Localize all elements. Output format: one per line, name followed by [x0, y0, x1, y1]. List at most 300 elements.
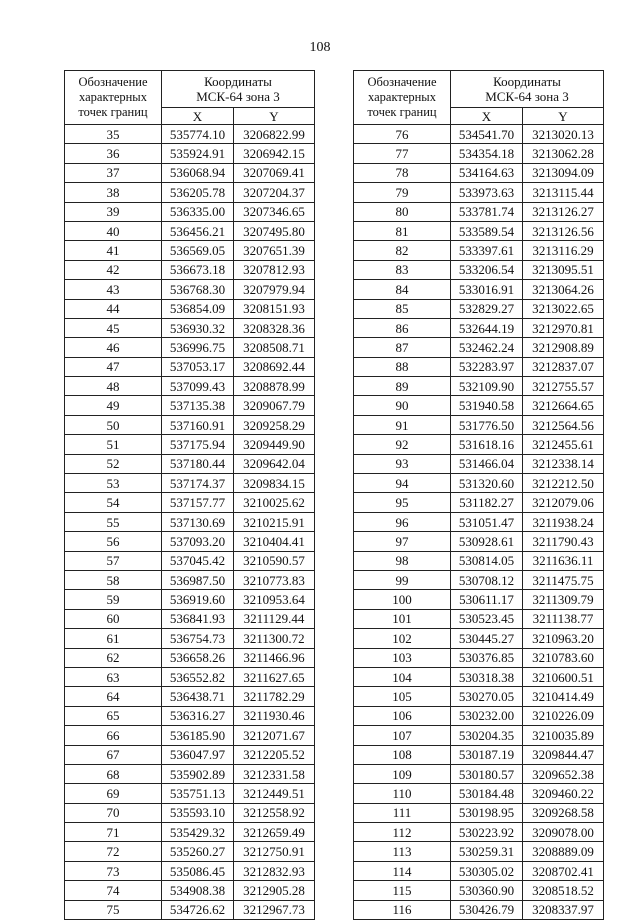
y-coordinate-cell: 3210600.51: [523, 667, 604, 686]
y-coordinate-cell: 3208328.36: [234, 318, 315, 337]
x-coordinate-cell: 530198.95: [451, 803, 523, 822]
y-coordinate-cell: 3208508.71: [234, 338, 315, 357]
point-number-cell: 77: [354, 144, 451, 163]
x-coordinate-cell: 537180.44: [162, 454, 234, 473]
table-row: [65, 648, 315, 667]
x-coordinate-cell: 530426.79: [451, 900, 523, 919]
x-coordinate-cell: 536316.27: [162, 706, 234, 725]
point-number-cell: 63: [65, 667, 162, 686]
table-row: [354, 609, 604, 628]
table-row: [65, 221, 315, 240]
point-number-cell: 84: [354, 280, 451, 299]
x-coordinate-cell: 534726.62: [162, 900, 234, 919]
table-row: [354, 551, 604, 570]
x-coordinate-cell: 533397.61: [451, 241, 523, 260]
table-row: [65, 667, 315, 686]
y-coordinate-cell: 3211627.65: [234, 667, 315, 686]
x-coordinate-cell: 532644.19: [451, 318, 523, 337]
x-coordinate-cell: 533781.74: [451, 202, 523, 221]
table-row: [354, 357, 604, 376]
y-coordinate-cell: 3212205.52: [234, 745, 315, 764]
x-coordinate-cell: 531320.60: [451, 474, 523, 493]
y-coordinate-cell: 3212338.14: [523, 454, 604, 473]
y-coordinate-cell: 3210215.91: [234, 512, 315, 531]
y-coordinate-cell: 3213020.13: [523, 125, 604, 144]
y-coordinate-cell: 3212970.81: [523, 318, 604, 337]
y-coordinate-cell: 3210035.89: [523, 726, 604, 745]
y-coordinate-cell: 3212564.56: [523, 415, 604, 434]
point-number-cell: 42: [65, 260, 162, 279]
y-coordinate-cell: 3212664.65: [523, 396, 604, 415]
table-row: [65, 512, 315, 531]
x-column-header: X: [451, 108, 523, 125]
point-number-cell: 105: [354, 687, 451, 706]
y-coordinate-cell: 3211300.72: [234, 629, 315, 648]
point-number-cell: 75: [65, 900, 162, 919]
table-row: [65, 318, 315, 337]
y-coordinate-cell: 3212967.73: [234, 900, 315, 919]
x-coordinate-cell: 531182.27: [451, 493, 523, 512]
table-row: [354, 512, 604, 531]
point-number-cell: 72: [65, 842, 162, 861]
table-row: [65, 454, 315, 473]
designation-header-line-3: точек границ: [367, 105, 437, 119]
point-number-cell: 109: [354, 764, 451, 783]
y-coordinate-cell: 3210025.62: [234, 493, 315, 512]
table-row: [65, 493, 315, 512]
y-coordinate-cell: 3209067.79: [234, 396, 315, 415]
x-coordinate-cell: 536841.93: [162, 609, 234, 628]
point-number-cell: 83: [354, 260, 451, 279]
point-number-cell: 58: [65, 570, 162, 589]
point-number-cell: 69: [65, 784, 162, 803]
x-coordinate-cell: 535774.10: [162, 125, 234, 144]
y-coordinate-cell: 3207204.37: [234, 183, 315, 202]
table-row: [354, 299, 604, 318]
y-coordinate-cell: 3208518.52: [523, 881, 604, 900]
x-coordinate-cell: 537093.20: [162, 532, 234, 551]
x-column-header: X: [162, 108, 234, 125]
table-row: [65, 338, 315, 357]
y-coordinate-cell: 3212331.58: [234, 764, 315, 783]
page-number: 108: [309, 40, 331, 55]
y-coordinate-cell: 3211930.46: [234, 706, 315, 725]
x-coordinate-cell: 532829.27: [451, 299, 523, 318]
x-coordinate-cell: 534354.18: [451, 144, 523, 163]
y-coordinate-cell: 3212212.50: [523, 474, 604, 493]
table-row: [354, 842, 604, 861]
x-coordinate-cell: 537045.42: [162, 551, 234, 570]
y-coordinate-cell: 3209834.15: [234, 474, 315, 493]
point-number-cell: 56: [65, 532, 162, 551]
y-coordinate-cell: 3209844.47: [523, 745, 604, 764]
y-coordinate-cell: 3209258.29: [234, 415, 315, 434]
point-number-cell: 52: [65, 454, 162, 473]
point-number-cell: 68: [65, 764, 162, 783]
y-coordinate-cell: 3212755.57: [523, 377, 604, 396]
point-number-cell: 82: [354, 241, 451, 260]
y-coordinate-cell: 3213062.28: [523, 144, 604, 163]
point-number-cell: 108: [354, 745, 451, 764]
table-row: [65, 551, 315, 570]
x-coordinate-cell: 534541.70: [451, 125, 523, 144]
x-coordinate-cell: 534164.63: [451, 163, 523, 182]
x-coordinate-cell: 536047.97: [162, 745, 234, 764]
x-coordinate-cell: 530814.05: [451, 551, 523, 570]
coordinates-header-line-2: МСК-64 зона 3: [485, 89, 569, 104]
y-coordinate-cell: 3212449.51: [234, 784, 315, 803]
table-row: [354, 377, 604, 396]
y-coordinate-cell: 3213116.29: [523, 241, 604, 260]
y-coordinate-cell: 3206822.99: [234, 125, 315, 144]
point-number-cell: 106: [354, 706, 451, 725]
point-number-cell: 40: [65, 221, 162, 240]
y-column-header: Y: [523, 108, 604, 125]
table-row: [354, 823, 604, 842]
point-number-cell: 38: [65, 183, 162, 202]
x-coordinate-cell: 533016.91: [451, 280, 523, 299]
y-coordinate-cell: 3211790.43: [523, 532, 604, 551]
table-row: [65, 532, 315, 551]
point-number-cell: 73: [65, 861, 162, 880]
y-coordinate-cell: 3209652.38: [523, 764, 604, 783]
y-coordinate-cell: 3210590.57: [234, 551, 315, 570]
x-coordinate-cell: 537130.69: [162, 512, 234, 531]
y-coordinate-cell: 3208337.97: [523, 900, 604, 919]
coordinates-table-right: [353, 70, 604, 920]
table-row: [65, 299, 315, 318]
table-row: [354, 280, 604, 299]
x-coordinate-cell: 536658.26: [162, 648, 234, 667]
point-number-cell: 111: [354, 803, 451, 822]
point-number-cell: 91: [354, 415, 451, 434]
point-number-cell: 76: [354, 125, 451, 144]
point-number-cell: 36: [65, 144, 162, 163]
point-number-cell: 79: [354, 183, 451, 202]
x-coordinate-cell: 537160.91: [162, 415, 234, 434]
y-coordinate-cell: 3209642.04: [234, 454, 315, 473]
coordinates-header: [162, 71, 315, 108]
table-row: [354, 474, 604, 493]
y-column-header: Y: [234, 108, 315, 125]
point-number-cell: 101: [354, 609, 451, 628]
point-number-cell: 86: [354, 318, 451, 337]
y-coordinate-cell: 3211938.24: [523, 512, 604, 531]
point-number-cell: 35: [65, 125, 162, 144]
y-coordinate-cell: 3212837.07: [523, 357, 604, 376]
table-row: [354, 183, 604, 202]
table-row: [65, 803, 315, 822]
table-row: [354, 202, 604, 221]
point-number-cell: 48: [65, 377, 162, 396]
x-coordinate-cell: 535429.32: [162, 823, 234, 842]
table-row: [65, 163, 315, 182]
y-coordinate-cell: 3207979.94: [234, 280, 315, 299]
point-number-cell: 100: [354, 590, 451, 609]
table-row: [354, 900, 604, 919]
table-row: [354, 861, 604, 880]
point-number-cell: 94: [354, 474, 451, 493]
table-row: [65, 377, 315, 396]
table-row: [354, 745, 604, 764]
y-coordinate-cell: 3213115.44: [523, 183, 604, 202]
y-coordinate-cell: 3212659.49: [234, 823, 315, 842]
point-number-cell: 114: [354, 861, 451, 880]
x-coordinate-cell: 536673.18: [162, 260, 234, 279]
x-coordinate-cell: 536185.90: [162, 726, 234, 745]
point-number-cell: 41: [65, 241, 162, 260]
point-number-cell: 53: [65, 474, 162, 493]
y-coordinate-cell: 3211129.44: [234, 609, 315, 628]
table-body-right: [354, 125, 604, 920]
coordinates-header-line-2: МСК-64 зона 3: [196, 89, 280, 104]
table-row: [65, 474, 315, 493]
coordinates-header-line-1: Координаты: [493, 74, 561, 89]
y-coordinate-cell: 3207651.39: [234, 241, 315, 260]
table-row: [65, 861, 315, 880]
point-number-cell: 78: [354, 163, 451, 182]
table-row: [65, 183, 315, 202]
table-row: [65, 784, 315, 803]
table-row: [354, 764, 604, 783]
point-number-cell: 110: [354, 784, 451, 803]
x-coordinate-cell: 536335.00: [162, 202, 234, 221]
point-number-cell: 104: [354, 667, 451, 686]
table-row: [354, 435, 604, 454]
x-coordinate-cell: 530232.00: [451, 706, 523, 725]
point-number-cell: 97: [354, 532, 451, 551]
point-number-cell: 67: [65, 745, 162, 764]
y-coordinate-cell: 3208692.44: [234, 357, 315, 376]
point-number-cell: 98: [354, 551, 451, 570]
x-coordinate-cell: 530187.19: [451, 745, 523, 764]
y-coordinate-cell: 3210226.09: [523, 706, 604, 725]
table-row: [354, 687, 604, 706]
y-coordinate-cell: 3212455.61: [523, 435, 604, 454]
y-coordinate-cell: 3209449.90: [234, 435, 315, 454]
y-coordinate-cell: 3212750.91: [234, 842, 315, 861]
table-row: [354, 784, 604, 803]
y-coordinate-cell: 3207069.41: [234, 163, 315, 182]
y-coordinate-cell: 3213126.56: [523, 221, 604, 240]
x-coordinate-cell: 537135.38: [162, 396, 234, 415]
point-number-cell: 92: [354, 435, 451, 454]
x-coordinate-cell: 533973.63: [451, 183, 523, 202]
table-row: [65, 842, 315, 861]
point-number-cell: 80: [354, 202, 451, 221]
table-row: [65, 706, 315, 725]
point-number-cell: 57: [65, 551, 162, 570]
table-row: [65, 823, 315, 842]
y-coordinate-cell: 3212558.92: [234, 803, 315, 822]
point-number-cell: 55: [65, 512, 162, 531]
x-coordinate-cell: 536754.73: [162, 629, 234, 648]
x-coordinate-cell: 530523.45: [451, 609, 523, 628]
point-number-cell: 90: [354, 396, 451, 415]
y-coordinate-cell: 3212832.93: [234, 861, 315, 880]
y-coordinate-cell: 3210783.60: [523, 648, 604, 667]
y-coordinate-cell: 3209268.58: [523, 803, 604, 822]
table-row: [354, 570, 604, 589]
x-coordinate-cell: 537053.17: [162, 357, 234, 376]
point-number-cell: 60: [65, 609, 162, 628]
x-coordinate-cell: 536068.94: [162, 163, 234, 182]
y-coordinate-cell: 3210773.83: [234, 570, 315, 589]
table-row: [354, 396, 604, 415]
point-number-cell: 107: [354, 726, 451, 745]
designation-header-line-2: характерных: [79, 90, 147, 104]
table-row: [354, 532, 604, 551]
point-number-cell: 96: [354, 512, 451, 531]
x-coordinate-cell: 531776.50: [451, 415, 523, 434]
x-coordinate-cell: 537099.43: [162, 377, 234, 396]
point-number-cell: 65: [65, 706, 162, 725]
point-number-cell: 47: [65, 357, 162, 376]
x-coordinate-cell: 536854.09: [162, 299, 234, 318]
x-coordinate-cell: 530180.57: [451, 764, 523, 783]
point-number-cell: 51: [65, 435, 162, 454]
designation-header: [354, 71, 451, 125]
table-row: [354, 338, 604, 357]
table-row: [354, 163, 604, 182]
x-coordinate-cell: 530270.05: [451, 687, 523, 706]
designation-header-line-2: характерных: [368, 90, 436, 104]
point-number-cell: 93: [354, 454, 451, 473]
table-row: [354, 726, 604, 745]
y-coordinate-cell: 3207346.65: [234, 202, 315, 221]
x-coordinate-cell: 532462.24: [451, 338, 523, 357]
point-number-cell: 113: [354, 842, 451, 861]
y-coordinate-cell: 3211475.75: [523, 570, 604, 589]
point-number-cell: 61: [65, 629, 162, 648]
table-row: [65, 125, 315, 144]
table-row: [354, 667, 604, 686]
y-coordinate-cell: 3209460.22: [523, 784, 604, 803]
point-number-cell: 44: [65, 299, 162, 318]
y-coordinate-cell: 3212071.67: [234, 726, 315, 745]
y-coordinate-cell: 3208878.99: [234, 377, 315, 396]
x-coordinate-cell: 533589.54: [451, 221, 523, 240]
y-coordinate-cell: 3211782.29: [234, 687, 315, 706]
point-number-cell: 45: [65, 318, 162, 337]
y-coordinate-cell: 3211309.79: [523, 590, 604, 609]
x-coordinate-cell: 531051.47: [451, 512, 523, 531]
table-row: [65, 435, 315, 454]
x-coordinate-cell: 536768.30: [162, 280, 234, 299]
y-coordinate-cell: 3211138.77: [523, 609, 604, 628]
table-row: [65, 241, 315, 260]
x-coordinate-cell: 530184.48: [451, 784, 523, 803]
table-row: [354, 590, 604, 609]
point-number-cell: 103: [354, 648, 451, 667]
y-coordinate-cell: 3210414.49: [523, 687, 604, 706]
table-row: [65, 629, 315, 648]
point-number-cell: 71: [65, 823, 162, 842]
point-number-cell: 37: [65, 163, 162, 182]
point-number-cell: 70: [65, 803, 162, 822]
designation-header: [65, 71, 162, 125]
x-coordinate-cell: 535086.45: [162, 861, 234, 880]
y-coordinate-cell: 3211636.11: [523, 551, 604, 570]
point-number-cell: 95: [354, 493, 451, 512]
y-coordinate-cell: 3212079.06: [523, 493, 604, 512]
x-coordinate-cell: 534908.38: [162, 881, 234, 900]
x-coordinate-cell: 531466.04: [451, 454, 523, 473]
point-number-cell: 89: [354, 377, 451, 396]
table-row: [354, 241, 604, 260]
point-number-cell: 39: [65, 202, 162, 221]
point-number-cell: 116: [354, 900, 451, 919]
table-row: [354, 125, 604, 144]
point-number-cell: 81: [354, 221, 451, 240]
y-coordinate-cell: 3210963.20: [523, 629, 604, 648]
point-number-cell: 85: [354, 299, 451, 318]
table-row: [354, 629, 604, 648]
point-number-cell: 64: [65, 687, 162, 706]
point-number-cell: 43: [65, 280, 162, 299]
y-coordinate-cell: 3210953.64: [234, 590, 315, 609]
x-coordinate-cell: 530318.38: [451, 667, 523, 686]
table-row: [65, 764, 315, 783]
coordinates-header-line-1: Координаты: [204, 74, 272, 89]
x-coordinate-cell: 536456.21: [162, 221, 234, 240]
table-row: [354, 803, 604, 822]
x-coordinate-cell: 536919.60: [162, 590, 234, 609]
table-row: [65, 745, 315, 764]
table-row: [65, 396, 315, 415]
y-coordinate-cell: 3208702.41: [523, 861, 604, 880]
x-coordinate-cell: 531940.58: [451, 396, 523, 415]
x-coordinate-cell: 535924.91: [162, 144, 234, 163]
table-row: [354, 648, 604, 667]
y-coordinate-cell: 3213094.09: [523, 163, 604, 182]
x-coordinate-cell: 530360.90: [451, 881, 523, 900]
point-number-cell: 59: [65, 590, 162, 609]
x-coordinate-cell: 536996.75: [162, 338, 234, 357]
x-coordinate-cell: 536205.78: [162, 183, 234, 202]
table-row: [65, 415, 315, 434]
point-number-cell: 49: [65, 396, 162, 415]
coordinates-header: [451, 71, 604, 108]
x-coordinate-cell: 536552.82: [162, 667, 234, 686]
table-row: [65, 570, 315, 589]
table-row: [65, 144, 315, 163]
table-body-left: [65, 125, 315, 920]
table-row: [65, 900, 315, 919]
x-coordinate-cell: 530204.35: [451, 726, 523, 745]
table-row: [354, 415, 604, 434]
table-row: [65, 609, 315, 628]
x-coordinate-cell: 535260.27: [162, 842, 234, 861]
x-coordinate-cell: 532109.90: [451, 377, 523, 396]
x-coordinate-cell: 530305.02: [451, 861, 523, 880]
point-number-cell: 62: [65, 648, 162, 667]
x-coordinate-cell: 530611.17: [451, 590, 523, 609]
y-coordinate-cell: 3212908.89: [523, 338, 604, 357]
table-row: [65, 260, 315, 279]
x-coordinate-cell: 537175.94: [162, 435, 234, 454]
table-row: [65, 687, 315, 706]
x-coordinate-cell: 530445.27: [451, 629, 523, 648]
table-row: [65, 280, 315, 299]
x-coordinate-cell: 536438.71: [162, 687, 234, 706]
x-coordinate-cell: 530223.92: [451, 823, 523, 842]
y-coordinate-cell: 3209078.00: [523, 823, 604, 842]
designation-header-line-3: точек границ: [78, 105, 148, 119]
table-row: [354, 318, 604, 337]
table-row: [354, 144, 604, 163]
table-row: [354, 706, 604, 725]
